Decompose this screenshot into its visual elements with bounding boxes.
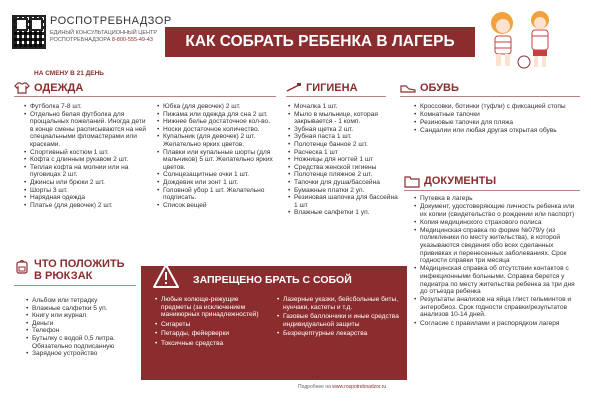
hotline-phone: 8-800-555-49-43 bbox=[111, 37, 153, 43]
list-item: • Петарды, фейерверки bbox=[155, 330, 269, 338]
list-item: • Сигареты bbox=[155, 321, 269, 329]
list-item: • Токсичные средства bbox=[155, 340, 269, 348]
list-item: • Мыло в мыльнице, которая закрывается - 1 комп. bbox=[288, 111, 400, 126]
clothes-section bbox=[14, 82, 276, 101]
list-item: • Купальник (для девочек) 2 шт. Желательно ярких цветов. bbox=[157, 133, 277, 148]
list-item: • Копия медицинского страхового полиса bbox=[414, 219, 582, 227]
list-item: • Комнатные тапочки bbox=[414, 111, 579, 119]
toothbrush-icon bbox=[286, 82, 302, 94]
shoe-icon bbox=[400, 82, 416, 94]
list-item: • Лазерные указки, бейсбольные биты, нунчаки, кастеты и т.д. bbox=[277, 296, 401, 311]
backpack-title-2: В РЮКЗАК bbox=[34, 270, 93, 282]
list-item: • Влажные салфетки 5 уп. bbox=[26, 305, 138, 313]
list-item: • Полотенце банное 2 шт. bbox=[288, 141, 400, 149]
list-item: • Нарядная одежда bbox=[24, 194, 148, 202]
list-item: • Бумажные платки 2 уп. bbox=[288, 187, 400, 195]
list-item: • Шорты 3 шт. bbox=[24, 187, 148, 195]
list-item: • Телефон bbox=[26, 327, 138, 335]
list-item: • Кроссовки, ботинки (туфли) с фиксацией стопы bbox=[414, 103, 579, 111]
list-item: • Резиновые тапочки для пляжа bbox=[414, 119, 579, 127]
list-item: • Резиновая шапочка для бассейна 1 шт bbox=[288, 194, 400, 209]
list-item: • Газовые баллончики и иные средства индивидуальной защиты bbox=[277, 313, 401, 328]
shift-duration: НА СМЕНУ В 21 ДЕНЬ bbox=[34, 70, 104, 77]
forbidden-list-2 bbox=[277, 296, 401, 340]
list-item: • Результаты анализов на яйца глист гельминтов и энтеробиоз. Срок годности справки/результатов анализов 10-14 дней. bbox=[414, 296, 582, 319]
hygiene-title: ГИГИЕНА bbox=[306, 82, 358, 94]
list-item: • Любые колюще-режущие предметы (за исключением маникюрных принадлежностей) bbox=[155, 296, 269, 319]
folder-icon bbox=[404, 174, 420, 188]
list-item: • Сандалии или любая другая открытая обувь bbox=[414, 127, 579, 135]
list-item: • Футболка 7-8 шт. bbox=[24, 103, 148, 111]
list-item: • Список вещей bbox=[157, 202, 277, 210]
list-item: • Бутылку с водой 0,5 литра. Обязательно подписанную bbox=[26, 335, 138, 350]
list-item: • Медицинская справка об отсутствии контактов с инфекционными больными. Справка берется у педиатра по месту жительства ребенка за три дня до отъезда ребенка bbox=[414, 265, 582, 295]
list-item: • Нижнее белье достаточное кол-во. bbox=[157, 118, 277, 126]
list-item: • Зубная щетка 2 шт. bbox=[288, 126, 400, 134]
hygiene-header bbox=[286, 82, 386, 94]
list-item: • Путевка в лагерь bbox=[414, 195, 582, 203]
children-illustration bbox=[484, 6, 584, 70]
list-item: • Мочалка 1 шт. bbox=[288, 103, 400, 111]
clothes-list-1 bbox=[24, 103, 148, 209]
clothes-list-2 bbox=[157, 103, 277, 209]
list-item: • Влажные салфетки 1 уп. bbox=[288, 209, 400, 217]
warning-icon bbox=[153, 264, 179, 288]
qr-code bbox=[12, 15, 46, 49]
backpack-title-1: ЧТО ПОЛОЖИТЬ bbox=[34, 258, 125, 270]
forbidden-box bbox=[141, 266, 407, 380]
backpack-header bbox=[14, 258, 136, 282]
list-item: • Дождевик или зонт 1 шт. bbox=[157, 179, 277, 187]
footer: Подробнее на www.rospotrebnadzor.ru bbox=[298, 384, 387, 390]
list-item: • Медицинская справка по форме №079/у (из поликлиники по месту жительства), в которой указываются сведения обо всех сделанных прививках и перенесенных заболеваниях. Срок годности справки три месяца bbox=[414, 227, 582, 265]
list-item: • Средства женской гигиены bbox=[288, 164, 400, 172]
list-item: • Плавки или купальные шорты (для мальчиков) 5 шт. Желательно ярких цветов. bbox=[157, 149, 277, 172]
list-item: • Кофта с длинным рукавом 2 шт. bbox=[24, 156, 148, 164]
documents-section bbox=[404, 174, 580, 195]
list-item: • Юбка (для девочек) 2 шт. bbox=[157, 103, 277, 111]
hygiene-section bbox=[286, 82, 386, 101]
forbidden-list-1 bbox=[155, 296, 269, 350]
backpack-list bbox=[26, 297, 138, 358]
footer-link[interactable]: www.rospotrebnadzor.ru bbox=[332, 384, 387, 390]
list-item: • Тапочки для душа/бассейна bbox=[288, 179, 400, 187]
list-item: • Солнцезащитные очки 1 шт. bbox=[157, 171, 277, 179]
forbidden-title: ЗАПРЕЩЕНО БРАТЬ С СОБОЙ bbox=[193, 274, 352, 286]
list-item: • Согласие с правилами и распорядком лагеря bbox=[414, 320, 582, 328]
documents-title: ДОКУМЕНТЫ bbox=[424, 175, 497, 187]
list-item: • Альбом или тетрадку bbox=[26, 297, 138, 305]
org-name: РОСПОТРЕБНАДЗОР bbox=[50, 15, 172, 27]
org-subtitle: ЕДИНЫЙ КОНСУЛЬТАЦИОННЫЙ ЦЕНТР РОСПОТРЕБНАДЗОРА 8-800-555-49-43 bbox=[50, 30, 158, 43]
list-item: • Джинсы или брюки 2 шт. bbox=[24, 179, 148, 187]
hygiene-list bbox=[288, 103, 400, 217]
documents-header bbox=[404, 174, 580, 188]
list-item: • Пижама или одежда для сна 2 шт. bbox=[157, 111, 277, 119]
list-item: • Зарядное устройство bbox=[26, 350, 138, 358]
list-item: • Полотенце пляжное 2 шт. bbox=[288, 171, 400, 179]
list-item: • Ножницы для ногтей 1 шт bbox=[288, 156, 400, 164]
page-title: КАК СОБРАТЬ РЕБЕНКА В ЛАГЕРЬ bbox=[165, 27, 475, 57]
clothes-title: ОДЕЖДА bbox=[34, 82, 84, 94]
shoes-title: ОБУВЬ bbox=[420, 82, 459, 94]
list-item: • Платье (для девочек) 2 шт. bbox=[24, 202, 148, 210]
list-item: • Деньги bbox=[26, 320, 138, 328]
tshirt-icon bbox=[14, 82, 30, 94]
list-item: • Носки достаточное количество. bbox=[157, 126, 277, 134]
list-item: • Отдельно белая футболка для прощальных пожеланий. Иногда дети в конце смены расписываются на ней специальными фломастерами или красками. bbox=[24, 111, 148, 149]
list-item: • Книгу или журнал bbox=[26, 312, 138, 320]
shoes-header bbox=[400, 82, 580, 94]
list-item: • Безрецептурные лекарства bbox=[277, 330, 401, 338]
shoes-section bbox=[400, 82, 580, 101]
list-item: • Зубная паста 1 шт. bbox=[288, 133, 400, 141]
backpack-section bbox=[14, 258, 136, 290]
backpack-icon bbox=[14, 258, 30, 274]
list-item: • Документ, удостоверяющие личность ребенка или их копии (свидетельство о рождении или паспорт) bbox=[414, 203, 582, 218]
documents-list bbox=[414, 195, 582, 328]
list-item: • Теплая кофта на молнии или на пуговицах 2 шт. bbox=[24, 164, 148, 179]
clothes-header bbox=[14, 82, 276, 94]
list-item: • Головной убор 1 шт. Желательно подписать. bbox=[157, 187, 277, 202]
shoes-list bbox=[414, 103, 579, 135]
list-item: • Спортивный костюм 1 шт. bbox=[24, 149, 148, 157]
list-item: • Расческа 1 шт bbox=[288, 149, 400, 157]
